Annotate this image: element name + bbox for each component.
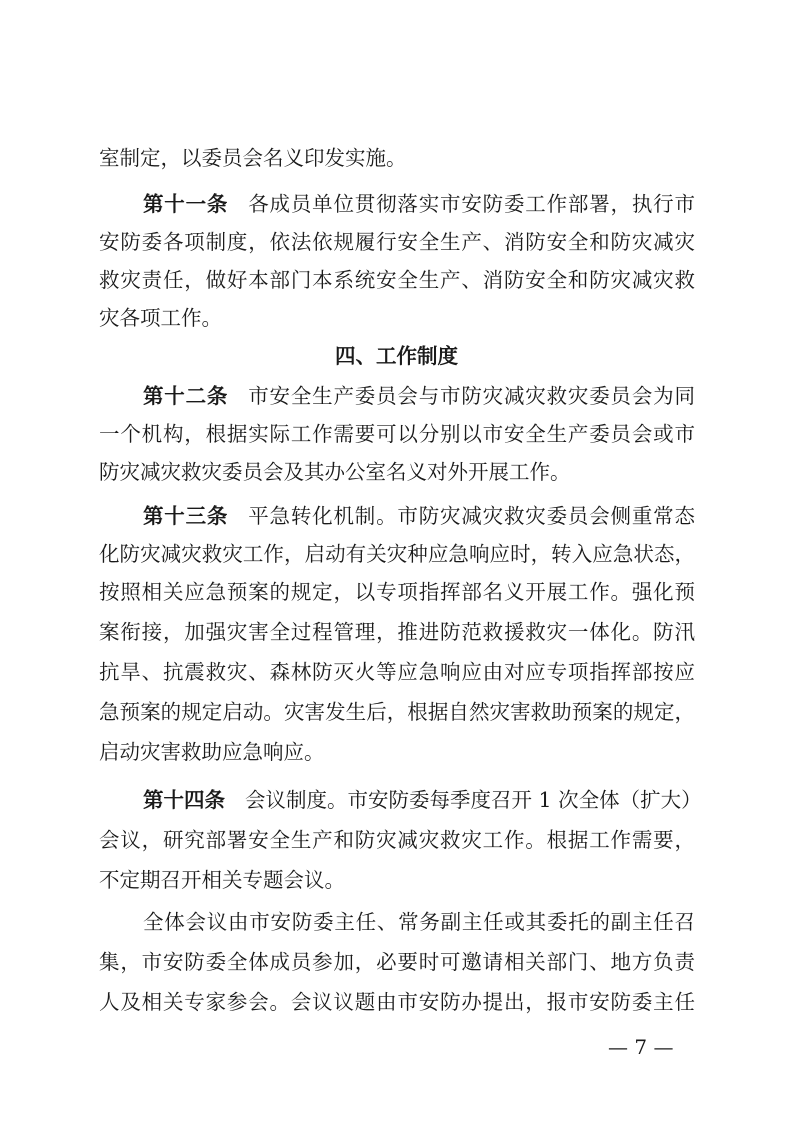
- text-line: 化防灾减灾救灾工作，启动有关灾种应急响应时，转入应急状态，: [99, 542, 695, 566]
- article-number: 第十一条: [143, 192, 229, 216]
- text-line: 按照相关应急预案的规定，以专项指挥部名义开展工作。强化预: [99, 580, 695, 604]
- article-paragraph-13: 第十三条 平急转化机制。市防灾减灾救灾委员会侧重常态: [143, 504, 695, 528]
- text-line: 会议，研究部署安全生产和防灾减灾救灾工作。根据工作需要，: [99, 828, 695, 852]
- section-heading: 四、工作制度: [335, 344, 458, 368]
- text-line: 启动灾害救助应急响应。: [99, 740, 325, 764]
- article-paragraph-14: 第十四条 会议制度。市安防委每季度召开 1 次全体（扩大）: [143, 788, 702, 812]
- article-number: 第十二条: [143, 384, 229, 408]
- text-line: 急预案的规定启动。灾害发生后，根据自然灾害救助预案的规定，: [99, 700, 695, 724]
- article-number: 第十三条: [143, 504, 229, 528]
- text-line: 防灾减灾救灾委员会及其办公室名义对外开展工作。: [99, 460, 571, 484]
- text-line: 集，市安防委全体成员参加，必要时可邀请相关部门、地方负责: [99, 950, 695, 974]
- text-line: 救灾责任，做好本部门本系统安全生产、消防安全和防灾减灾救: [99, 268, 695, 292]
- page-number: — 7 —: [608, 1035, 674, 1059]
- article-paragraph-12: 第十二条 市安全生产委员会与市防灾减灾救灾委员会为同: [143, 384, 695, 408]
- text-line: 灾各项工作。: [99, 306, 222, 330]
- text-line: 一个机构，根据实际工作需要可以分别以市安全生产委员会或市: [99, 422, 695, 446]
- text-line: 室制定，以委员会名义印发实施。: [99, 146, 407, 170]
- text-line: 案衔接，加强灾害全过程管理，推进防范救援救灾一体化。防汛: [99, 620, 695, 644]
- text-line: 抗旱、抗震救灾、森林防灭火等应急响应由对应专项指挥部按应: [99, 660, 695, 684]
- text-line: 安防委各项制度，依法依规履行安全生产、消防安全和防灾减灾: [99, 230, 695, 254]
- text-line: 不定期召开相关专题会议。: [99, 868, 345, 892]
- article-paragraph-11: 第十一条 各成员单位贯彻落实市安防委工作部署，执行市: [143, 192, 695, 216]
- article-number: 第十四条: [143, 788, 225, 812]
- text-line: 人及相关专家参会。会议议题由市安防办提出，报市安防委主任: [99, 990, 695, 1014]
- paragraph-plenary-meeting: 全体会议由市安防委主任、常务副主任或其委托的副主任召: [143, 910, 695, 934]
